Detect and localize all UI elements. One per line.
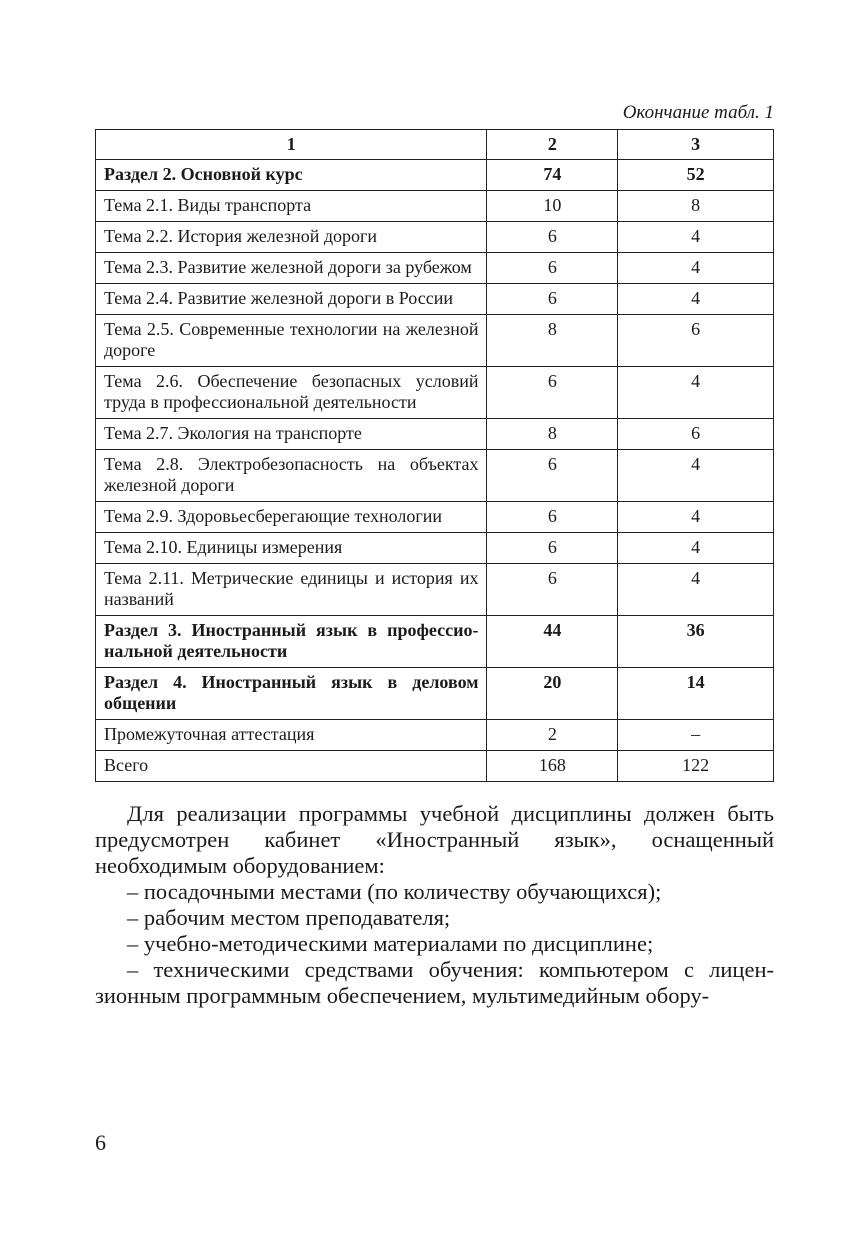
row-name-cell: Тема 2.4. Развитие железной дороги в России <box>96 284 487 315</box>
row-hours-total-cell: 10 <box>487 191 618 222</box>
row-name-cell: Раздел 2. Основной курс <box>96 160 487 191</box>
list-item: – учебно-методическими материалами по дисциплине; <box>127 931 654 956</box>
row-name-cell: Раздел 3. Иностранный язык в профессиональной деятельности <box>96 616 487 668</box>
row-name-cell: Всего <box>96 751 487 782</box>
row-hours-classroom-cell: 4 <box>618 502 774 533</box>
row-hours-total-cell: 6 <box>487 450 618 502</box>
table-row <box>96 160 774 191</box>
header-col-1: 1 <box>96 130 487 160</box>
body-text <box>95 801 774 1009</box>
row-name-cell: Тема 2.1. Виды транспорта <box>96 191 487 222</box>
table-row <box>96 533 774 564</box>
table-row <box>96 284 774 315</box>
row-name-cell: Тема 2.9. Здоровьесберегающие технологии <box>96 502 487 533</box>
list-item: – техническими средствами обучения: компьютером с лицензионным программным обеспечением, мультимедийным обору- <box>95 957 774 1008</box>
row-hours-classroom-cell: – <box>618 720 774 751</box>
table-row <box>96 253 774 284</box>
table-row <box>96 191 774 222</box>
row-hours-classroom-cell: 4 <box>618 450 774 502</box>
row-hours-total-cell: 6 <box>487 367 618 419</box>
table-row <box>96 720 774 751</box>
row-hours-total-cell: 8 <box>487 315 618 367</box>
row-hours-classroom-cell: 4 <box>618 367 774 419</box>
table-body <box>96 160 774 782</box>
table-row <box>96 751 774 782</box>
table-row <box>96 502 774 533</box>
row-hours-classroom-cell: 6 <box>618 315 774 367</box>
row-hours-total-cell: 6 <box>487 564 618 616</box>
row-hours-classroom-cell: 6 <box>618 419 774 450</box>
row-hours-total-cell: 6 <box>487 533 618 564</box>
row-hours-classroom-cell: 4 <box>618 253 774 284</box>
row-hours-classroom-cell: 4 <box>618 284 774 315</box>
header-col-2: 2 <box>487 130 618 160</box>
page-number: 6 <box>95 1130 106 1155</box>
row-name-cell: Тема 2.6. Обеспечение безопасных условий труда в профессиональной деятельности <box>96 367 487 419</box>
row-hours-total-cell: 74 <box>487 160 618 191</box>
row-name-cell: Тема 2.7. Экология на транспорте <box>96 419 487 450</box>
row-name-cell: Тема 2.8. Электробезопасность на объектах железной дороги <box>96 450 487 502</box>
row-hours-classroom-cell: 14 <box>618 668 774 720</box>
row-hours-classroom-cell: 36 <box>618 616 774 668</box>
table-row <box>96 315 774 367</box>
row-hours-total-cell: 20 <box>487 668 618 720</box>
intro-paragraph: Для реализации программы учебной дисциплины должен быть предусмотрен кабинет «Иностранный язык», оснащенный необходимым оборудованием: <box>95 801 774 878</box>
row-hours-total-cell: 6 <box>487 502 618 533</box>
list-item: – посадочными местами (по количеству обучающихся); <box>127 879 662 904</box>
table-row <box>96 616 774 668</box>
row-hours-classroom-cell: 4 <box>618 222 774 253</box>
row-name-cell: Тема 2.11. Метрические единицы и история их названий <box>96 564 487 616</box>
table-header-row <box>96 130 774 160</box>
row-hours-total-cell: 2 <box>487 720 618 751</box>
row-name-cell: Тема 2.5. Современные технологии на железной дороге <box>96 315 487 367</box>
row-hours-classroom-cell: 8 <box>618 191 774 222</box>
list-item: – рабочим местом преподавателя; <box>127 905 451 930</box>
table-row <box>96 419 774 450</box>
row-hours-classroom-cell: 4 <box>618 564 774 616</box>
header-col-3: 3 <box>618 130 774 160</box>
row-hours-classroom-cell: 4 <box>618 533 774 564</box>
table-row <box>96 668 774 720</box>
row-hours-classroom-cell: 122 <box>618 751 774 782</box>
row-hours-total-cell: 6 <box>487 284 618 315</box>
table-caption: Окончание табл. 1 <box>622 102 774 123</box>
row-hours-total-cell: 6 <box>487 253 618 284</box>
table-row <box>96 450 774 502</box>
row-name-cell: Тема 2.10. Единицы измерения <box>96 533 487 564</box>
row-name-cell: Раздел 4. Иностранный язык в деловом общении <box>96 668 487 720</box>
table-row <box>96 367 774 419</box>
table-row <box>96 564 774 616</box>
row-hours-total-cell: 168 <box>487 751 618 782</box>
row-hours-classroom-cell: 52 <box>618 160 774 191</box>
row-name-cell: Тема 2.3. Развитие железной дороги за рубежом <box>96 253 487 284</box>
row-hours-total-cell: 8 <box>487 419 618 450</box>
row-hours-total-cell: 6 <box>487 222 618 253</box>
curriculum-table <box>95 129 774 782</box>
row-name-cell: Тема 2.2. История железной дороги <box>96 222 487 253</box>
row-name-cell: Промежуточная аттестация <box>96 720 487 751</box>
table-row <box>96 222 774 253</box>
row-hours-total-cell: 44 <box>487 616 618 668</box>
